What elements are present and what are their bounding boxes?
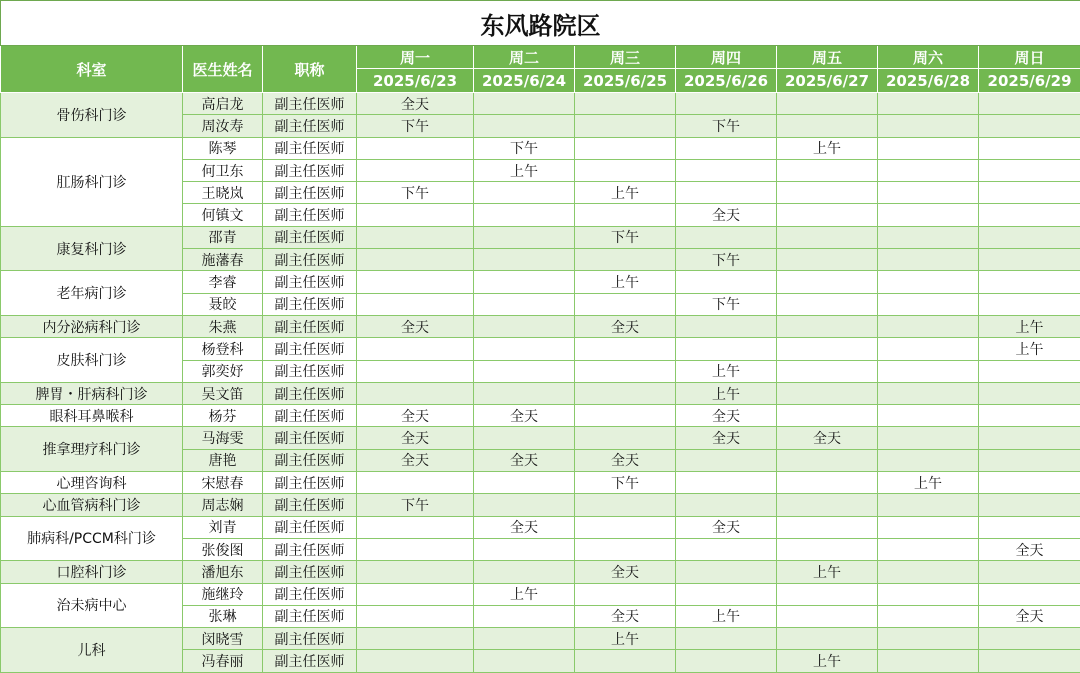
schedule-cell: 上午 <box>575 628 676 650</box>
department-cell: 心理咨询科 <box>1 472 183 494</box>
schedule-cell: 下午 <box>357 182 474 204</box>
doctor-title-cell: 副主任医师 <box>263 137 357 159</box>
doctor-title-cell: 副主任医师 <box>263 449 357 471</box>
schedule-cell <box>474 538 575 560</box>
header-doctor: 医生姓名 <box>183 46 263 93</box>
doctor-title-cell: 副主任医师 <box>263 538 357 560</box>
schedule-cell: 下午 <box>676 249 777 271</box>
schedule-cell: 上午 <box>676 605 777 627</box>
doctor-title-cell: 副主任医师 <box>263 315 357 337</box>
schedule-cell <box>575 360 676 382</box>
schedule-cell: 上午 <box>777 650 878 673</box>
schedule-cell <box>474 605 575 627</box>
schedule-cell <box>357 159 474 181</box>
doctor-name-cell: 周志娴 <box>183 494 263 516</box>
schedule-cell <box>777 628 878 650</box>
schedule-cell <box>878 204 979 226</box>
department-cell: 儿科 <box>1 628 183 673</box>
schedule-cell <box>979 293 1080 315</box>
schedule-cell: 全天 <box>357 427 474 449</box>
header-weekday: 周日 <box>979 46 1080 69</box>
schedule-cell <box>979 628 1080 650</box>
schedule-cell <box>357 382 474 404</box>
doctor-title-cell: 副主任医师 <box>263 628 357 650</box>
table-row <box>1 382 1080 404</box>
schedule-cell <box>474 427 575 449</box>
doctor-name-cell: 刘青 <box>183 516 263 538</box>
schedule-cell <box>676 271 777 293</box>
schedule-cell <box>357 628 474 650</box>
table-row <box>1 561 1080 583</box>
schedule-cell <box>575 382 676 404</box>
schedule-cell <box>979 583 1080 605</box>
schedule-cell <box>357 137 474 159</box>
schedule-cell <box>357 226 474 248</box>
table-row <box>1 338 1080 360</box>
schedule-cell <box>575 516 676 538</box>
schedule-cell <box>777 93 878 115</box>
doctor-name-cell: 马海雯 <box>183 427 263 449</box>
schedule-cell <box>575 159 676 181</box>
department-cell: 眼科耳鼻喉科 <box>1 405 183 427</box>
schedule-cell <box>878 271 979 293</box>
schedule-cell: 下午 <box>575 226 676 248</box>
schedule-cell <box>878 159 979 181</box>
schedule-cell <box>474 338 575 360</box>
doctor-title-cell: 副主任医师 <box>263 115 357 137</box>
schedule-cell <box>878 650 979 673</box>
schedule-cell <box>777 382 878 404</box>
doctor-title-cell: 副主任医师 <box>263 271 357 293</box>
schedule-cell <box>979 93 1080 115</box>
table-row <box>1 516 1080 538</box>
department-cell: 皮肤科门诊 <box>1 338 183 383</box>
doctor-name-cell: 何卫东 <box>183 159 263 181</box>
schedule-cell <box>575 137 676 159</box>
schedule-cell <box>575 293 676 315</box>
doctor-title-cell: 副主任医师 <box>263 204 357 226</box>
doctor-name-cell: 杨登科 <box>183 338 263 360</box>
schedule-cell <box>575 427 676 449</box>
schedule-cell <box>777 315 878 337</box>
schedule-cell: 上午 <box>777 137 878 159</box>
schedule-cell <box>575 204 676 226</box>
doctor-title-cell: 副主任医师 <box>263 427 357 449</box>
schedule-cell <box>357 583 474 605</box>
department-cell: 康复科门诊 <box>1 226 183 271</box>
schedule-cell <box>979 382 1080 404</box>
schedule-cell: 上午 <box>979 315 1080 337</box>
schedule-cell <box>474 472 575 494</box>
schedule-cell <box>474 93 575 115</box>
table-row <box>1 226 1080 248</box>
schedule-cell: 下午 <box>474 137 575 159</box>
schedule-cell <box>878 249 979 271</box>
schedule-cell <box>777 583 878 605</box>
department-cell: 口腔科门诊 <box>1 561 183 583</box>
schedule-cell <box>979 159 1080 181</box>
schedule-cell <box>474 561 575 583</box>
schedule-cell: 上午 <box>878 472 979 494</box>
schedule-cell <box>676 137 777 159</box>
header-date: 2025/6/24 <box>474 69 575 93</box>
schedule-cell <box>676 561 777 583</box>
header-weekday: 周一 <box>357 46 474 69</box>
schedule-cell: 下午 <box>676 115 777 137</box>
table-row <box>1 583 1080 605</box>
schedule-cell <box>878 516 979 538</box>
schedule-cell <box>777 338 878 360</box>
doctor-name-cell: 高启龙 <box>183 93 263 115</box>
schedule-cell <box>474 182 575 204</box>
schedule-cell: 上午 <box>777 561 878 583</box>
schedule-cell <box>676 182 777 204</box>
schedule-cell <box>474 226 575 248</box>
doctor-title-cell: 副主任医师 <box>263 561 357 583</box>
schedule-cell <box>474 204 575 226</box>
schedule-cell <box>878 293 979 315</box>
schedule-cell: 上午 <box>474 583 575 605</box>
schedule-cell <box>979 650 1080 673</box>
doctor-title-cell: 副主任医师 <box>263 360 357 382</box>
doctor-title-cell: 副主任医师 <box>263 93 357 115</box>
table-row <box>1 271 1080 293</box>
schedule-cell <box>474 360 575 382</box>
schedule-cell <box>357 605 474 627</box>
header-weekday: 周二 <box>474 46 575 69</box>
schedule-cell <box>575 338 676 360</box>
doctor-name-cell: 杨芬 <box>183 405 263 427</box>
schedule-cell <box>777 605 878 627</box>
schedule-cell <box>676 494 777 516</box>
table-row <box>1 494 1080 516</box>
schedule-cell <box>357 249 474 271</box>
schedule-cell <box>979 472 1080 494</box>
doctor-name-cell: 张琳 <box>183 605 263 627</box>
schedule-cell: 全天 <box>575 449 676 471</box>
schedule-cell <box>979 115 1080 137</box>
doctor-name-cell: 张俊图 <box>183 538 263 560</box>
schedule-cell <box>979 494 1080 516</box>
table-row <box>1 628 1080 650</box>
schedule-cell <box>878 561 979 583</box>
table-row <box>1 472 1080 494</box>
schedule-cell <box>357 516 474 538</box>
schedule-cell: 上午 <box>676 382 777 404</box>
schedule-cell: 下午 <box>676 293 777 315</box>
doctor-name-cell: 朱燕 <box>183 315 263 337</box>
schedule-cell <box>878 226 979 248</box>
schedule-cell: 全天 <box>676 204 777 226</box>
schedule-cell <box>474 293 575 315</box>
header-date: 2025/6/29 <box>979 69 1080 93</box>
schedule-cell: 上午 <box>979 338 1080 360</box>
schedule-cell <box>979 405 1080 427</box>
schedule-cell: 全天 <box>474 449 575 471</box>
schedule-cell <box>575 405 676 427</box>
schedule-cell <box>878 315 979 337</box>
schedule-cell <box>979 360 1080 382</box>
schedule-cell <box>777 494 878 516</box>
schedule-cell <box>878 628 979 650</box>
schedule-cell <box>676 315 777 337</box>
schedule-cell <box>474 115 575 137</box>
doctor-name-cell: 邵青 <box>183 226 263 248</box>
schedule-cell <box>676 93 777 115</box>
schedule-cell <box>777 249 878 271</box>
doctor-name-cell: 冯春丽 <box>183 650 263 673</box>
schedule-cell <box>777 182 878 204</box>
schedule-cell <box>777 538 878 560</box>
schedule-cell: 上午 <box>575 271 676 293</box>
schedule-cell <box>777 449 878 471</box>
schedule-cell: 全天 <box>357 315 474 337</box>
table-row <box>1 93 1080 115</box>
schedule-cell <box>676 472 777 494</box>
header-row-weekday <box>1 46 1080 69</box>
page-title: 东风路院区 <box>1 1 1080 46</box>
header-date: 2025/6/23 <box>357 69 474 93</box>
doctor-name-cell: 陈琴 <box>183 137 263 159</box>
schedule-cell: 全天 <box>575 605 676 627</box>
doctor-name-cell: 王晓岚 <box>183 182 263 204</box>
schedule-cell <box>878 182 979 204</box>
schedule-cell <box>878 115 979 137</box>
doctor-title-cell: 副主任医师 <box>263 226 357 248</box>
schedule-cell <box>474 628 575 650</box>
doctor-title-cell: 副主任医师 <box>263 382 357 404</box>
doctor-title-cell: 副主任医师 <box>263 405 357 427</box>
department-cell: 老年病门诊 <box>1 271 183 316</box>
header-date: 2025/6/28 <box>878 69 979 93</box>
doctor-title-cell: 副主任医师 <box>263 583 357 605</box>
department-cell: 心血管病科门诊 <box>1 494 183 516</box>
schedule-cell <box>878 382 979 404</box>
schedule-cell <box>878 427 979 449</box>
schedule-cell <box>575 494 676 516</box>
schedule-cell <box>676 159 777 181</box>
doctor-name-cell: 闵晓雪 <box>183 628 263 650</box>
schedule-cell <box>575 115 676 137</box>
schedule-cell <box>357 271 474 293</box>
doctor-title-cell: 副主任医师 <box>263 159 357 181</box>
schedule-cell <box>357 561 474 583</box>
doctor-name-cell: 潘旭东 <box>183 561 263 583</box>
schedule-body <box>1 93 1080 673</box>
doctor-name-cell: 宋慰春 <box>183 472 263 494</box>
department-cell: 治未病中心 <box>1 583 183 628</box>
doctor-name-cell: 郭奕妤 <box>183 360 263 382</box>
doctor-name-cell: 施继玲 <box>183 583 263 605</box>
schedule-cell <box>777 115 878 137</box>
doctor-title-cell: 副主任医师 <box>263 650 357 673</box>
doctor-name-cell: 聂皎 <box>183 293 263 315</box>
doctor-name-cell: 周汝寿 <box>183 115 263 137</box>
table-row <box>1 405 1080 427</box>
doctor-name-cell: 何镇文 <box>183 204 263 226</box>
header-date: 2025/6/26 <box>676 69 777 93</box>
schedule-cell <box>979 427 1080 449</box>
schedule-cell <box>676 650 777 673</box>
header-weekday: 周五 <box>777 46 878 69</box>
schedule-cell <box>474 249 575 271</box>
doctor-name-cell: 李睿 <box>183 271 263 293</box>
doctor-title-cell: 副主任医师 <box>263 494 357 516</box>
schedule-cell <box>878 449 979 471</box>
schedule-cell <box>474 650 575 673</box>
doctor-name-cell: 吴文笛 <box>183 382 263 404</box>
schedule-cell <box>676 338 777 360</box>
schedule-cell: 全天 <box>357 405 474 427</box>
schedule-cell <box>575 249 676 271</box>
schedule-cell <box>777 472 878 494</box>
doctor-title-cell: 副主任医师 <box>263 472 357 494</box>
schedule-cell <box>777 226 878 248</box>
schedule-cell: 全天 <box>474 405 575 427</box>
schedule-cell: 全天 <box>474 516 575 538</box>
doctor-title-cell: 副主任医师 <box>263 338 357 360</box>
schedule-cell <box>357 472 474 494</box>
header-weekday: 周三 <box>575 46 676 69</box>
header-dept: 科室 <box>1 46 183 93</box>
schedule-cell <box>878 360 979 382</box>
schedule-cell <box>979 449 1080 471</box>
department-cell: 脾胃・肝病科门诊 <box>1 382 183 404</box>
schedule-cell <box>878 405 979 427</box>
schedule-cell: 上午 <box>676 360 777 382</box>
table-row <box>1 315 1080 337</box>
schedule-cell <box>357 338 474 360</box>
schedule-cell <box>777 271 878 293</box>
schedule-cell <box>878 137 979 159</box>
schedule-cell <box>878 583 979 605</box>
schedule-cell: 全天 <box>676 405 777 427</box>
schedule-cell <box>676 226 777 248</box>
schedule-cell <box>357 538 474 560</box>
schedule-cell <box>878 538 979 560</box>
doctor-name-cell: 唐艳 <box>183 449 263 471</box>
schedule-cell <box>979 561 1080 583</box>
schedule-cell: 上午 <box>474 159 575 181</box>
header-date: 2025/6/27 <box>777 69 878 93</box>
schedule-cell: 下午 <box>357 494 474 516</box>
schedule-cell <box>777 360 878 382</box>
department-cell: 肺病科/PCCM科门诊 <box>1 516 183 561</box>
schedule-cell: 下午 <box>357 115 474 137</box>
schedule-cell <box>474 382 575 404</box>
schedule-cell <box>979 182 1080 204</box>
schedule-cell <box>979 271 1080 293</box>
schedule-cell: 下午 <box>575 472 676 494</box>
schedule-cell <box>575 93 676 115</box>
schedule-cell <box>878 494 979 516</box>
schedule-cell: 全天 <box>777 427 878 449</box>
schedule-cell: 上午 <box>575 182 676 204</box>
schedule-cell <box>878 605 979 627</box>
schedule-cell: 全天 <box>357 449 474 471</box>
schedule-cell <box>676 583 777 605</box>
schedule-cell <box>979 226 1080 248</box>
header-weekday: 周六 <box>878 46 979 69</box>
schedule-cell <box>777 516 878 538</box>
schedule-cell: 全天 <box>676 427 777 449</box>
doctor-title-cell: 副主任医师 <box>263 293 357 315</box>
schedule-cell: 全天 <box>357 93 474 115</box>
department-cell: 推拿理疗科门诊 <box>1 427 183 472</box>
schedule-cell <box>474 271 575 293</box>
doctor-title-cell: 副主任医师 <box>263 605 357 627</box>
schedule-cell <box>676 538 777 560</box>
schedule-cell: 全天 <box>575 561 676 583</box>
schedule-cell <box>777 204 878 226</box>
header-weekday: 周四 <box>676 46 777 69</box>
table-row <box>1 427 1080 449</box>
schedule-cell <box>474 315 575 337</box>
schedule-cell <box>575 583 676 605</box>
table-row <box>1 137 1080 159</box>
header-rank: 职称 <box>263 46 357 93</box>
schedule-cell <box>979 516 1080 538</box>
schedule-cell <box>357 293 474 315</box>
schedule-cell <box>979 137 1080 159</box>
doctor-name-cell: 施藩春 <box>183 249 263 271</box>
schedule-cell <box>474 494 575 516</box>
schedule-cell: 全天 <box>979 538 1080 560</box>
schedule-cell: 全天 <box>575 315 676 337</box>
schedule-cell: 全天 <box>979 605 1080 627</box>
schedule-cell <box>357 360 474 382</box>
doctor-title-cell: 副主任医师 <box>263 182 357 204</box>
department-cell: 肛肠科门诊 <box>1 137 183 226</box>
schedule-cell <box>979 249 1080 271</box>
header-date: 2025/6/25 <box>575 69 676 93</box>
schedule-cell <box>777 405 878 427</box>
doctor-title-cell: 副主任医师 <box>263 516 357 538</box>
schedule-cell <box>575 538 676 560</box>
department-cell: 内分泌病科门诊 <box>1 315 183 337</box>
schedule-cell <box>357 650 474 673</box>
department-cell: 骨伤科门诊 <box>1 93 183 138</box>
schedule-cell <box>777 293 878 315</box>
schedule-cell <box>357 204 474 226</box>
schedule-cell <box>676 449 777 471</box>
schedule-cell <box>878 338 979 360</box>
schedule-cell <box>878 93 979 115</box>
schedule-cell <box>575 650 676 673</box>
schedule-cell <box>676 628 777 650</box>
schedule-cell <box>777 159 878 181</box>
schedule-cell <box>979 204 1080 226</box>
doctor-title-cell: 副主任医师 <box>263 249 357 271</box>
schedule-cell: 全天 <box>676 516 777 538</box>
